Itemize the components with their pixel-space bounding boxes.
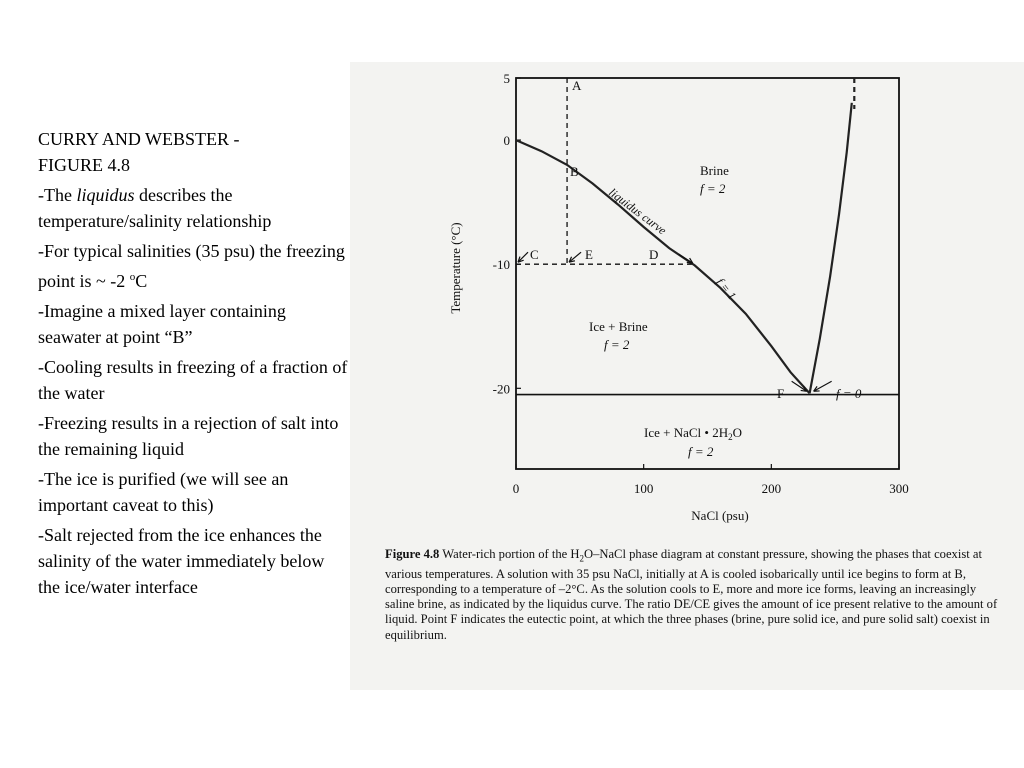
degree-sup: o [129, 271, 136, 283]
x-axis-label: NaCl (psu) [691, 508, 749, 523]
y-axis-label: Temperature (°C) [448, 222, 463, 314]
ice-brine-region-f: f = 2 [604, 337, 630, 352]
bullet-cooling: -Cooling results in freezing of a fraction of the water [38, 357, 348, 403]
salt-solubility-curve [810, 103, 852, 394]
x-tick-label-300: 300 [889, 481, 909, 496]
bullet-mixed-layer: -Imagine a mixed layer containing seawater at point “B” [38, 301, 286, 347]
point-b-label: B [570, 164, 579, 179]
bullet-freezing-post: C [135, 271, 148, 291]
point-a-label: A [572, 78, 582, 93]
plot-frame [516, 78, 899, 469]
bullet-liquidus-emphasis: liquidus [76, 185, 135, 205]
bullet-salinity-enhance: -Salt rejected from the ice enhances the salinity of the water immediately below the ice/water interface [38, 525, 325, 597]
x-tick-label-100: 100 [633, 481, 654, 496]
brine-region-label: Brine [700, 163, 729, 178]
brine-region-f: f = 2 [700, 181, 726, 196]
bullet-liquidus-post: describes the temperature/salinity relationship [38, 185, 272, 231]
figure-caption [385, 547, 1005, 643]
bullet-salt-rejection: -Freezing results in a rejection of salt into the remaining liquid [38, 413, 339, 459]
liquidus-curve [516, 140, 810, 393]
arrow-f0-shaft [814, 381, 832, 391]
caption-text-b: O–NaCl phase diagram at constant pressure, showing the phases that coexist at various temperatures. A solution with 35 psu NaCl, initially at A is cooled isobarically until ice begins to form at B, corresponding to a temperature of –2°C. As the solution cools to E, more and more ice forms, leaving an increasingly saline brine, as indicated by the liquidus curve. The ratio DE/CE gives the amount of ice present relative to the amount of liquid. Point F indicates the eutectic point, at which the three phases (brine, pure solid ice, and pure solid salt) coexist in equilibrium. [385, 547, 998, 642]
caption-text-a: Water-rich portion of the H [439, 547, 580, 561]
ice-nacl-region-label: Ice + NaCl • $2H_2O$ [644, 425, 742, 442]
point-c-label: C [530, 247, 539, 262]
bullet-freezing-pre: -For typical salinities (35 psu) the freezing point is ~ -2 [38, 241, 345, 291]
y-tick-label-5: 5 [503, 71, 510, 86]
ice-nacl-region-f: f = 2 [688, 444, 714, 459]
construction-lines [516, 78, 899, 395]
f-equals-0-label: f = 0 [836, 386, 862, 401]
bullet-liquidus-pre: -The [38, 185, 77, 205]
caption-label: Figure 4.8 [385, 547, 440, 561]
bullet-ice-purified: -The ice is purified (we will see an important caveat to this) [38, 469, 289, 515]
y-tick-label--10: -10 [492, 257, 510, 273]
notes-title-line1: CURRY AND WEBSTER - [38, 129, 240, 149]
point-arrows [518, 252, 832, 391]
x-tick-label-200: 200 [761, 481, 782, 496]
point-e-label: E [585, 247, 593, 262]
point-f-label: F [777, 386, 785, 401]
notes-title-line2: FIGURE 4.8 [38, 155, 131, 175]
liquidus-curve-label: liquidus curve [606, 185, 670, 238]
x-tick-label-0: 0 [512, 481, 520, 496]
point-d-label: D [649, 247, 659, 262]
ice-brine-region-label: Ice + Brine [589, 319, 648, 334]
f-equals-1-label: f = 1 [713, 275, 740, 303]
y-tick-label--20: -20 [492, 381, 510, 397]
caption-sub: 2 [579, 553, 584, 564]
y-tick-label-0: 0 [503, 133, 510, 149]
